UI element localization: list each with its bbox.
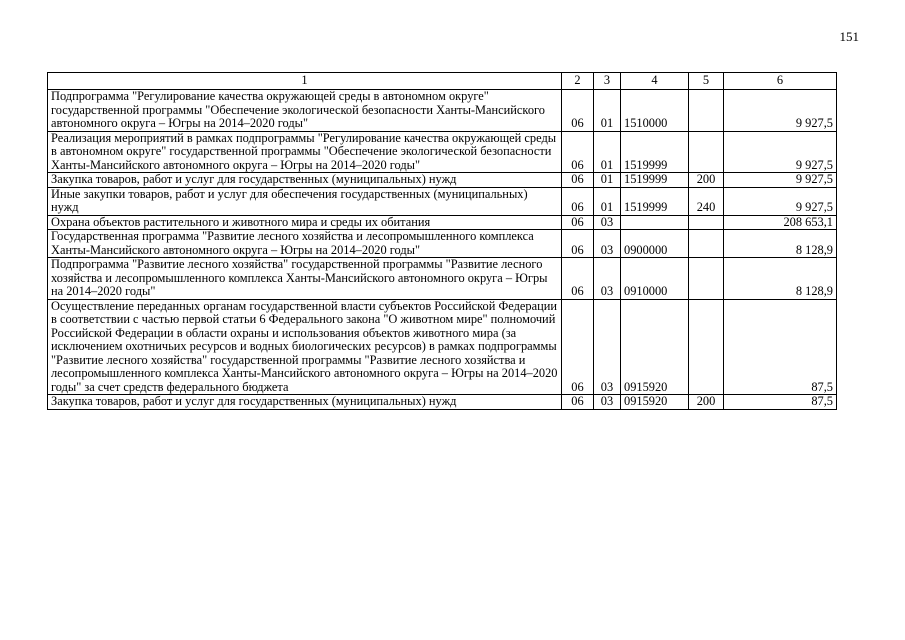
row-section: 06: [562, 173, 594, 188]
row-expense-type: [689, 230, 724, 258]
row-target-code: 1510000: [621, 90, 689, 132]
row-target-code: 0910000: [621, 258, 689, 300]
row-target-code: 1519999: [621, 131, 689, 173]
header-row: [48, 73, 837, 90]
row-amount: 8 128,9: [724, 230, 837, 258]
row-expense-type: [689, 215, 724, 230]
row-name: Закупка товаров, работ и услуг для государственных (муниципальных) нужд: [48, 395, 562, 410]
row-subsection: 01: [594, 187, 621, 215]
row-section: 06: [562, 299, 594, 395]
row-section: 06: [562, 90, 594, 132]
table-row: [48, 230, 837, 258]
row-section: 06: [562, 215, 594, 230]
table-row: [48, 131, 837, 173]
row-subsection: 01: [594, 173, 621, 188]
row-expense-type: [689, 131, 724, 173]
table-row: [48, 187, 837, 215]
col-header-4: 4: [621, 73, 689, 90]
row-amount: 9 927,5: [724, 187, 837, 215]
row-target-code: 0915920: [621, 299, 689, 395]
row-name: Осуществление переданных органам государственной власти субъектов Российской Федерации в соответствии с частью первой статьи 6 Федерального закона "О животном мире" полномочий Российской Федерации в области охраны и использования объектов животного мира (за исключением охотничьих ресурсов и водных биологических ресурсов) в рамках подпрограммы "Развитие лесного хозяйства" государственной программы "Развитие лесного хозяйства и лесопромышленного комплекса Ханты-Мансийского автономного округа – Югры на 2014–2020 годы" за счет средств федерального бюджета: [48, 299, 562, 395]
table-row: [48, 90, 837, 132]
row-subsection: 03: [594, 215, 621, 230]
row-amount: 87,5: [724, 299, 837, 395]
table-row: [48, 215, 837, 230]
row-subsection: 01: [594, 131, 621, 173]
page-number: 151: [839, 29, 859, 44]
row-amount: 9 927,5: [724, 131, 837, 173]
col-header-6: 6: [724, 73, 837, 90]
col-header-1: 1: [48, 73, 562, 90]
row-amount: 8 128,9: [724, 258, 837, 300]
row-section: 06: [562, 395, 594, 410]
row-target-code: 0915920: [621, 395, 689, 410]
row-name: Государственная программа "Развитие лесного хозяйства и лесопромышленного комплекса Ханты-Мансийского автономного округа – Югры на 2014–2020 годы": [48, 230, 562, 258]
table-row: [48, 299, 837, 395]
row-name: Иные закупки товаров, работ и услуг для обеспечения государственных (муниципальных) нужд: [48, 187, 562, 215]
budget-table: [47, 72, 837, 410]
row-section: 06: [562, 131, 594, 173]
col-header-5: 5: [689, 73, 724, 90]
row-amount: 87,5: [724, 395, 837, 410]
row-target-code: [621, 215, 689, 230]
row-section: 06: [562, 230, 594, 258]
row-target-code: 1519999: [621, 173, 689, 188]
row-name: Подпрограмма "Развитие лесного хозяйства" государственной программы "Развитие лесного хозяйства и лесопромышленного комплекса Ханты-Мансийского автономного округа – Югры на 2014–2020 годы": [48, 258, 562, 300]
row-section: 06: [562, 258, 594, 300]
row-subsection: 03: [594, 395, 621, 410]
row-amount: 9 927,5: [724, 90, 837, 132]
table-row: [48, 173, 837, 188]
row-subsection: 03: [594, 230, 621, 258]
row-expense-type: [689, 90, 724, 132]
table-row: [48, 395, 837, 410]
row-name: Закупка товаров, работ и услуг для государственных (муниципальных) нужд: [48, 173, 562, 188]
row-expense-type: [689, 299, 724, 395]
row-target-code: 1519999: [621, 187, 689, 215]
row-subsection: 03: [594, 258, 621, 300]
row-expense-type: [689, 258, 724, 300]
row-amount: 9 927,5: [724, 173, 837, 188]
row-target-code: 0900000: [621, 230, 689, 258]
col-header-3: 3: [594, 73, 621, 90]
table-row: [48, 258, 837, 300]
row-expense-type: 200: [689, 395, 724, 410]
row-amount: 208 653,1: [724, 215, 837, 230]
row-subsection: 01: [594, 90, 621, 132]
row-name: Подпрограмма "Регулирование качества окружающей среды в автономном округе" государственной программы "Обеспечение экологической безопасности Ханты-Мансийского автономного округа – Югры на 2014–2020 годы": [48, 90, 562, 132]
row-name: Реализация мероприятий в рамках подпрограммы "Регулирование качества окружающей среды в автономном округе" государственной программы "Обеспечение экологической безопасности Ханты-Мансийского автономного округа – Югры на 2014–2020 годы": [48, 131, 562, 173]
row-expense-type: 240: [689, 187, 724, 215]
row-expense-type: 200: [689, 173, 724, 188]
row-section: 06: [562, 187, 594, 215]
row-name: Охрана объектов растительного и животного мира и среды их обитания: [48, 215, 562, 230]
row-subsection: 03: [594, 299, 621, 395]
col-header-2: 2: [562, 73, 594, 90]
